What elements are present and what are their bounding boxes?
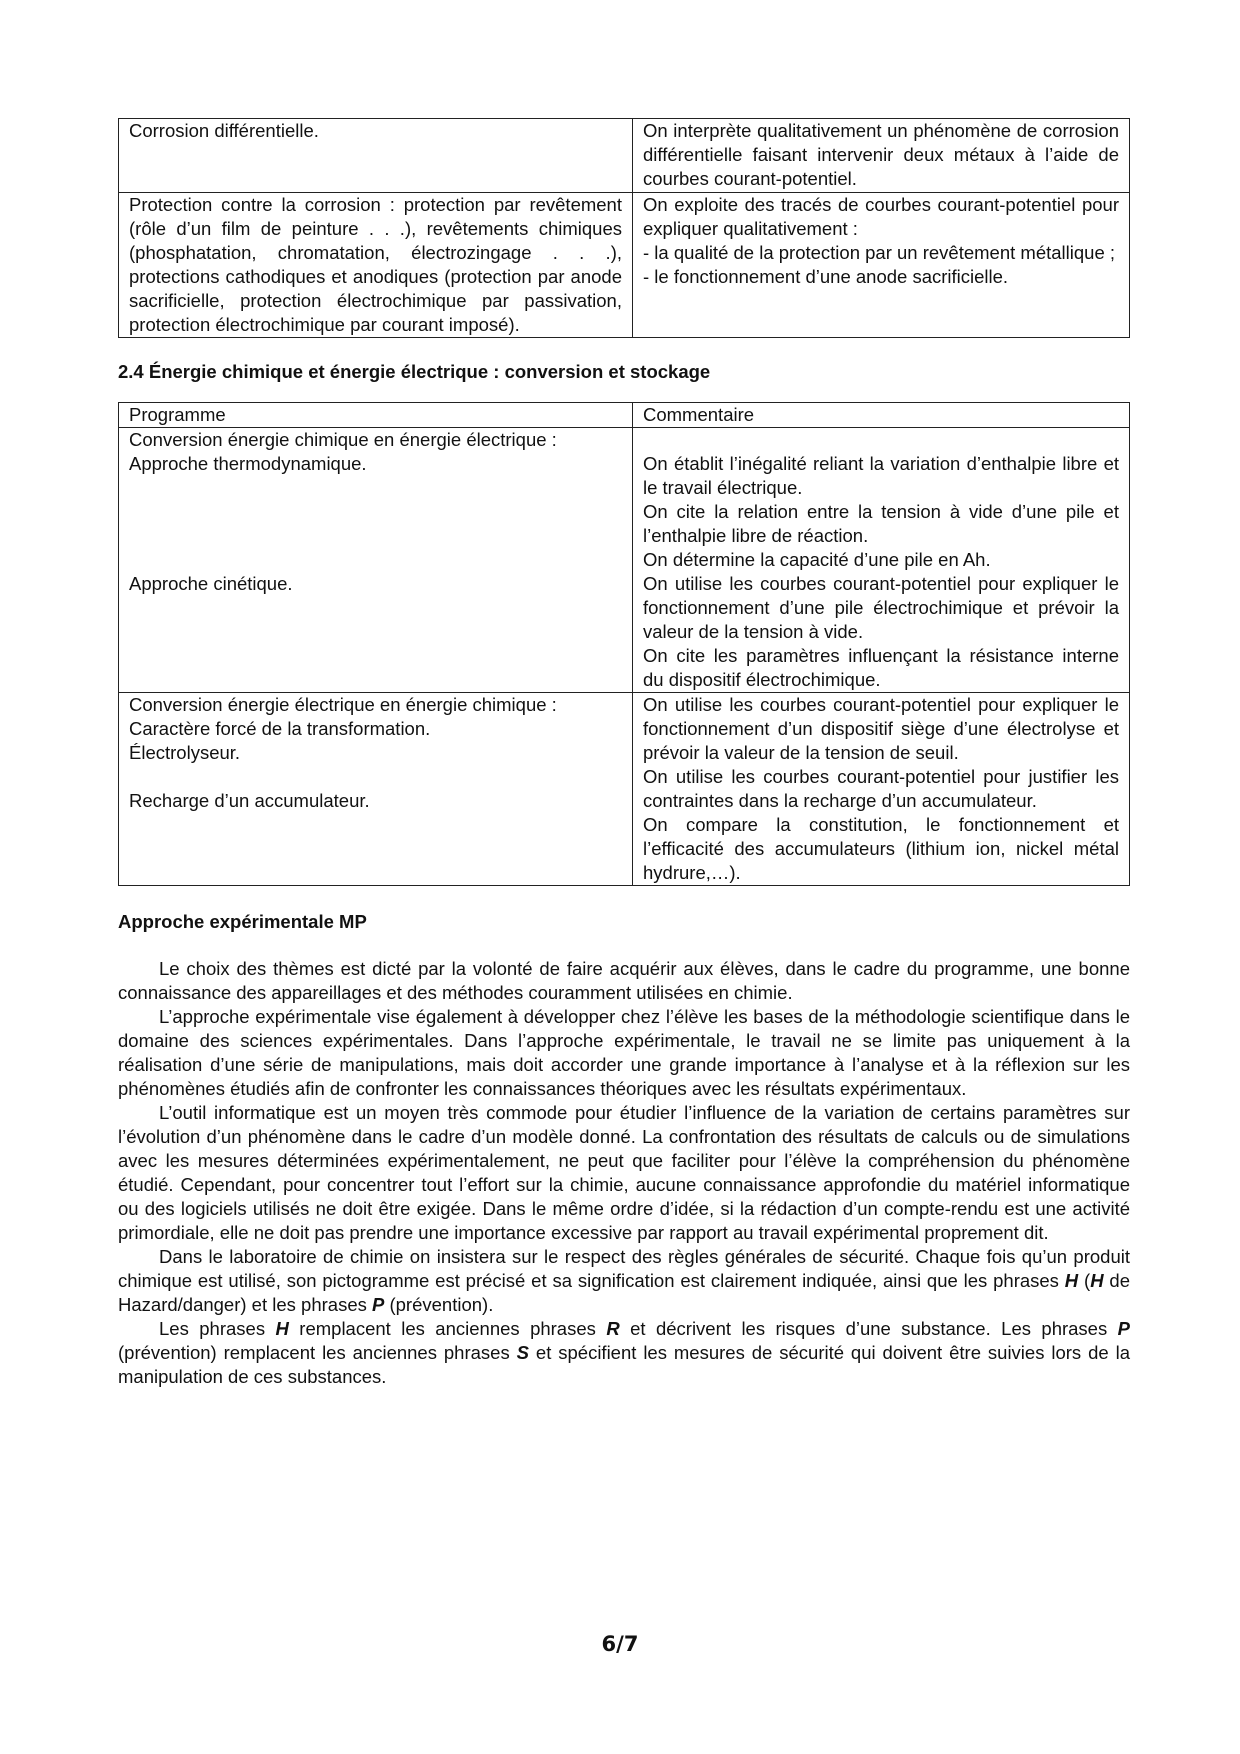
paragraph: Le choix des thèmes est dicté par la volonté de faire acquérir aux élèves, dans le cadre du programme, une bonne connaissance des appareillages et des méthodes couramment utilisées en chimie.: [118, 958, 1130, 1003]
document-page: [118, 118, 1130, 1389]
cell-text: On cite les paramètres influençant la résistance interne du dispositif électrochimique.: [643, 645, 1119, 690]
program-table-energy: [118, 402, 1130, 886]
table-row: [119, 693, 1130, 886]
column-header-programme: Programme: [119, 403, 633, 428]
column-header-commentaire: Commentaire: [633, 403, 1130, 428]
program-cell: [119, 119, 633, 193]
h-symbol: H: [1064, 1270, 1079, 1291]
spacer: [129, 765, 622, 789]
cell-text: Caractère forcé de la transformation.: [129, 718, 431, 739]
paragraph: L’outil informatique est un moyen très commode pour étudier l’influence de la variation de certains paramètres sur l’évolution d’un phénomène dans le cadre d’un modèle donné. La confrontation des résultats de calculs ou de simulations avec les mesures déterminées expérimentalement, ne peut que faciliter pour l’élève la compréhension du phénomène étudié. Cependant, pour concentrer tout l’effort sur la chimie, aucune connaissance approfondie du matériel informatique ou des logiciels utilisés ne doit être exigée. Dans le même ordre d’idée, si la rédaction d’un compte-rendu est une activité primordiale, elle ne doit pas prendre une importance excessive par rapport au travail expérimental proprement dit.: [118, 1102, 1130, 1243]
cell-text: Recharge d’un accumulateur.: [129, 790, 370, 811]
comment-cell: [633, 428, 1130, 693]
paragraph-phrases: [118, 1317, 1130, 1389]
cell-text: On utilise les courbes courant-potentiel pour justifier les contraintes dans la recharge d’un accumulateur.: [643, 766, 1119, 811]
text: remplacent les anciennes phrases: [288, 1318, 607, 1339]
spacer: [129, 524, 622, 548]
cell-title: Conversion énergie électrique en énergie chimique :: [129, 694, 557, 715]
text: Les phrases: [159, 1318, 276, 1339]
h-symbol: H: [1090, 1270, 1104, 1291]
cell-text: On utilise les courbes courant-potentiel pour expliquer le fonctionnement d’une pile électrochimique et prévoir la valeur de la tension à vide.: [643, 573, 1119, 642]
cell-text: - la qualité de la protection par un revêtement métallique ;: [643, 242, 1116, 263]
p-symbol: P: [372, 1294, 385, 1315]
spacer: [129, 548, 622, 572]
table-row: [119, 193, 1130, 338]
comment-cell: [633, 119, 1130, 193]
cell-text: Corrosion différentielle.: [129, 120, 319, 141]
page-number: 6/7: [601, 1632, 639, 1656]
cell-text: - le fonctionnement d’une anode sacrificielle.: [643, 266, 1009, 287]
spacer: [643, 428, 1119, 452]
h-symbol: H: [275, 1318, 289, 1339]
cell-text: On utilise les courbes courant-potentiel pour expliquer le fonctionnement d’un dispositif siège d’une électrolyse et prévoir la valeur de la tension de seuil.: [643, 694, 1119, 763]
experimental-heading: Approche expérimentale MP: [118, 911, 367, 932]
program-table-corrosion: [118, 118, 1130, 338]
text: (: [1078, 1270, 1091, 1291]
table-row: [119, 119, 1130, 193]
text: et spécifient les mesures de sécurité qui doivent être suivies lors de la manipulation de ces substances.: [118, 1342, 1130, 1387]
comment-cell: [633, 693, 1130, 886]
cell-text: Approche cinétique.: [129, 573, 293, 594]
cell-text: Protection contre la corrosion : protection par revêtement (rôle d’un film de peinture . . .), revêtements chimiques (phosphatation, chromatation, électrozingage . . .), protections cathodiques et anodiques (protection par anode sacrificielle, protection électrochimique par passivation, protection électrochimique par courant imposé).: [129, 194, 622, 335]
r-symbol: R: [606, 1318, 620, 1339]
program-cell: [119, 193, 633, 338]
paragraph: L’approche expérimentale vise également à développer chez l’élève les bases de la méthodologie scientifique dans le domaine des sciences expérimentales. Dans l’approche expérimentale, le travail ne se limite pas uniquement à la réalisation d’une série de manipulations, mais doit accorder une grande importance à l’analyse et à la réflexion sur les phénomènes étudiés afin de confronter les connaissances théoriques avec les résultats expérimentaux.: [118, 1006, 1130, 1099]
spacer: [129, 500, 622, 524]
cell-title: Conversion énergie chimique en énergie électrique :: [129, 429, 557, 450]
cell-text: On cite la relation entre la tension à vide d’une pile et l’enthalpie libre de réaction.: [643, 501, 1119, 546]
table-header-row: [119, 403, 1130, 428]
p-symbol: P: [1117, 1318, 1130, 1339]
paragraph-safety: [118, 1245, 1130, 1317]
cell-text: On exploite des tracés de courbes courant-potentiel pour expliquer qualitativement :: [643, 194, 1119, 239]
text: et décrivent les risques d’une substance. Les phrases: [619, 1318, 1118, 1339]
cell-text: On détermine la capacité d’une pile en Ah.: [643, 549, 991, 570]
section-heading: 2.4 Énergie chimique et énergie électrique : conversion et stockage: [118, 361, 711, 382]
cell-text: Électrolyseur.: [129, 742, 241, 763]
program-cell: [119, 428, 633, 693]
program-cell: [119, 693, 633, 886]
s-symbol: S: [516, 1342, 529, 1363]
text: (prévention).: [384, 1294, 494, 1315]
text: Dans le laboratoire de chimie on insistera sur le respect des règles générales de sécurité. Chaque fois qu’un produit chimique est utilisé, son pictogramme est précisé et sa signification est clairement indiquée, ainsi que les phrases: [118, 1246, 1130, 1291]
text: de Hazard/danger) et les phrases: [118, 1270, 1130, 1315]
cell-text: Approche thermodynamique.: [129, 453, 367, 474]
table-row: [119, 428, 1130, 693]
cell-text: On compare la constitution, le fonctionnement et l’efficacité des accumulateurs (lithium ion, nickel métal hydrure,…).: [643, 814, 1119, 883]
cell-text: On établit l’inégalité reliant la variation d’enthalpie libre et le travail électrique.: [643, 453, 1119, 498]
text: (prévention) remplacent les anciennes phrases: [118, 1342, 517, 1363]
cell-text: On interprète qualitativement un phénomène de corrosion différentielle faisant intervenir deux métaux à l’aide de courbes courant-potentiel.: [643, 120, 1119, 189]
comment-cell: [633, 193, 1130, 338]
spacer: [129, 476, 622, 500]
